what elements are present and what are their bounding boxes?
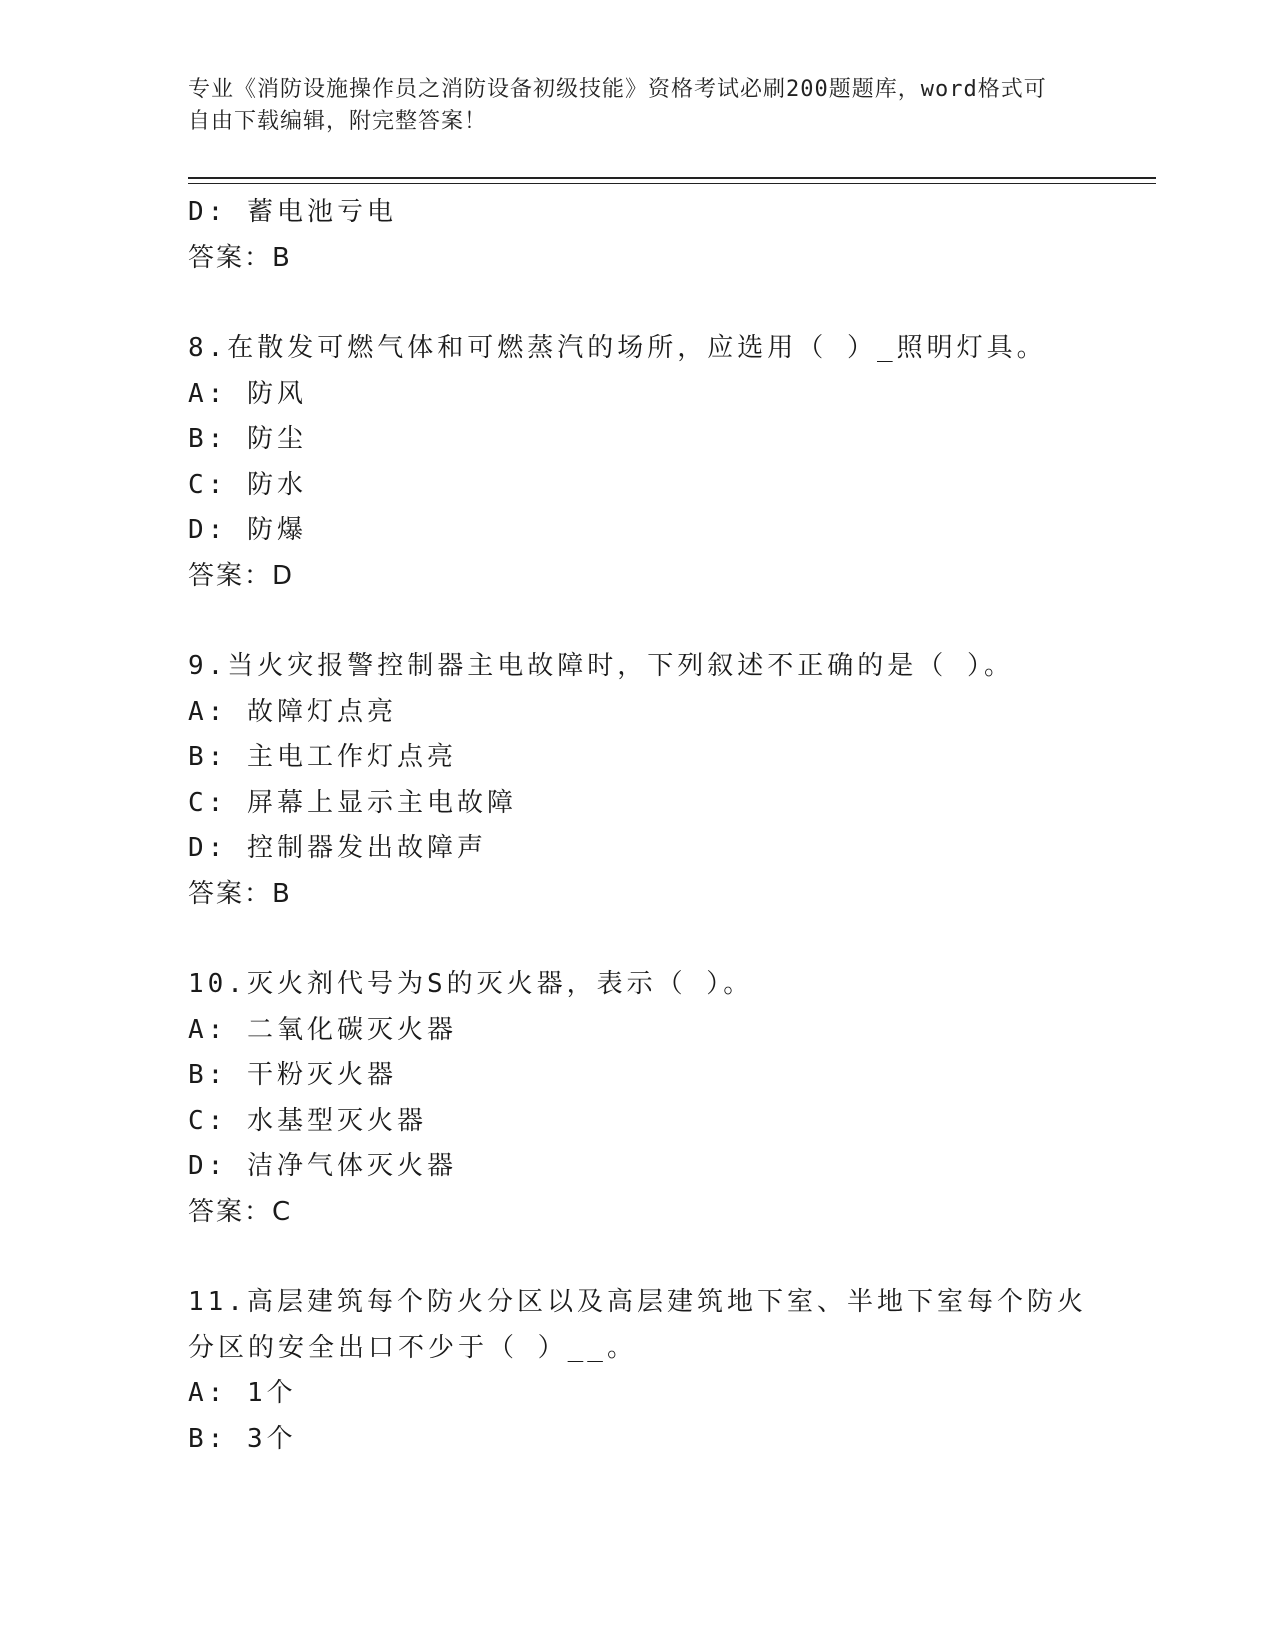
option-a: A: 1个 — [188, 1378, 297, 1408]
option-a: A: 二氧化碳灭火器 — [188, 1014, 457, 1045]
option-d: D: 蓄电池亏电 — [188, 197, 397, 227]
option-b: B: 3个 — [188, 1423, 297, 1454]
option-c: C: 屏幕上显示主电故障 — [188, 787, 517, 818]
document-header: 专业《消防设施操作员之消防设备初级技能》资格考试必刷200题题库，word格式可自由下载编辑，附完整答案！ — [188, 77, 1047, 134]
option-d: D: 防爆 — [188, 515, 307, 545]
option-b: B: 主电工作灯点亮 — [188, 742, 457, 772]
question-11 — [188, 1280, 1088, 1462]
option-a: A: 防风 — [188, 378, 307, 409]
answer-line: 答案：B — [188, 242, 292, 273]
question-8 — [188, 326, 1088, 599]
header-divider-thin — [188, 183, 1156, 184]
spacer — [188, 1235, 1088, 1280]
previous-question-tail — [188, 190, 1088, 281]
answer-line: 答案：C — [188, 1196, 293, 1227]
question-list — [188, 190, 1088, 1462]
option-b: B: 防尘 — [188, 424, 307, 454]
option-b: B: 干粉灭火器 — [188, 1060, 397, 1090]
question-stem: 8.在散发可燃气体和可燃蒸汽的场所，应选用（ ）_照明灯具。 — [188, 333, 1047, 363]
option-d: D: 洁净气体灭火器 — [188, 1151, 457, 1181]
spacer — [188, 281, 1088, 326]
option-d: D: 控制器发出故障声 — [188, 833, 487, 863]
header-divider-thick — [188, 177, 1156, 179]
question-stem: 11.高层建筑每个防火分区以及高层建筑地下室、半地下室每个防火分区的安全出口不少于（ ）__。 — [188, 1287, 1087, 1363]
question-10 — [188, 962, 1088, 1235]
option-c: C: 防水 — [188, 469, 307, 500]
spacer — [188, 599, 1088, 644]
option-c: C: 水基型灭火器 — [188, 1105, 427, 1136]
answer-line: 答案：D — [188, 560, 295, 591]
answer-line: 答案：B — [188, 878, 292, 909]
question-9 — [188, 644, 1088, 917]
question-stem: 10.灭火剂代号为S的灭火器，表示（ ）。 — [188, 969, 754, 999]
spacer — [188, 917, 1088, 962]
question-stem: 9.当火灾报警控制器主电故障时，下列叙述不正确的是（ ）。 — [188, 651, 1014, 681]
option-a: A: 故障灯点亮 — [188, 696, 397, 727]
